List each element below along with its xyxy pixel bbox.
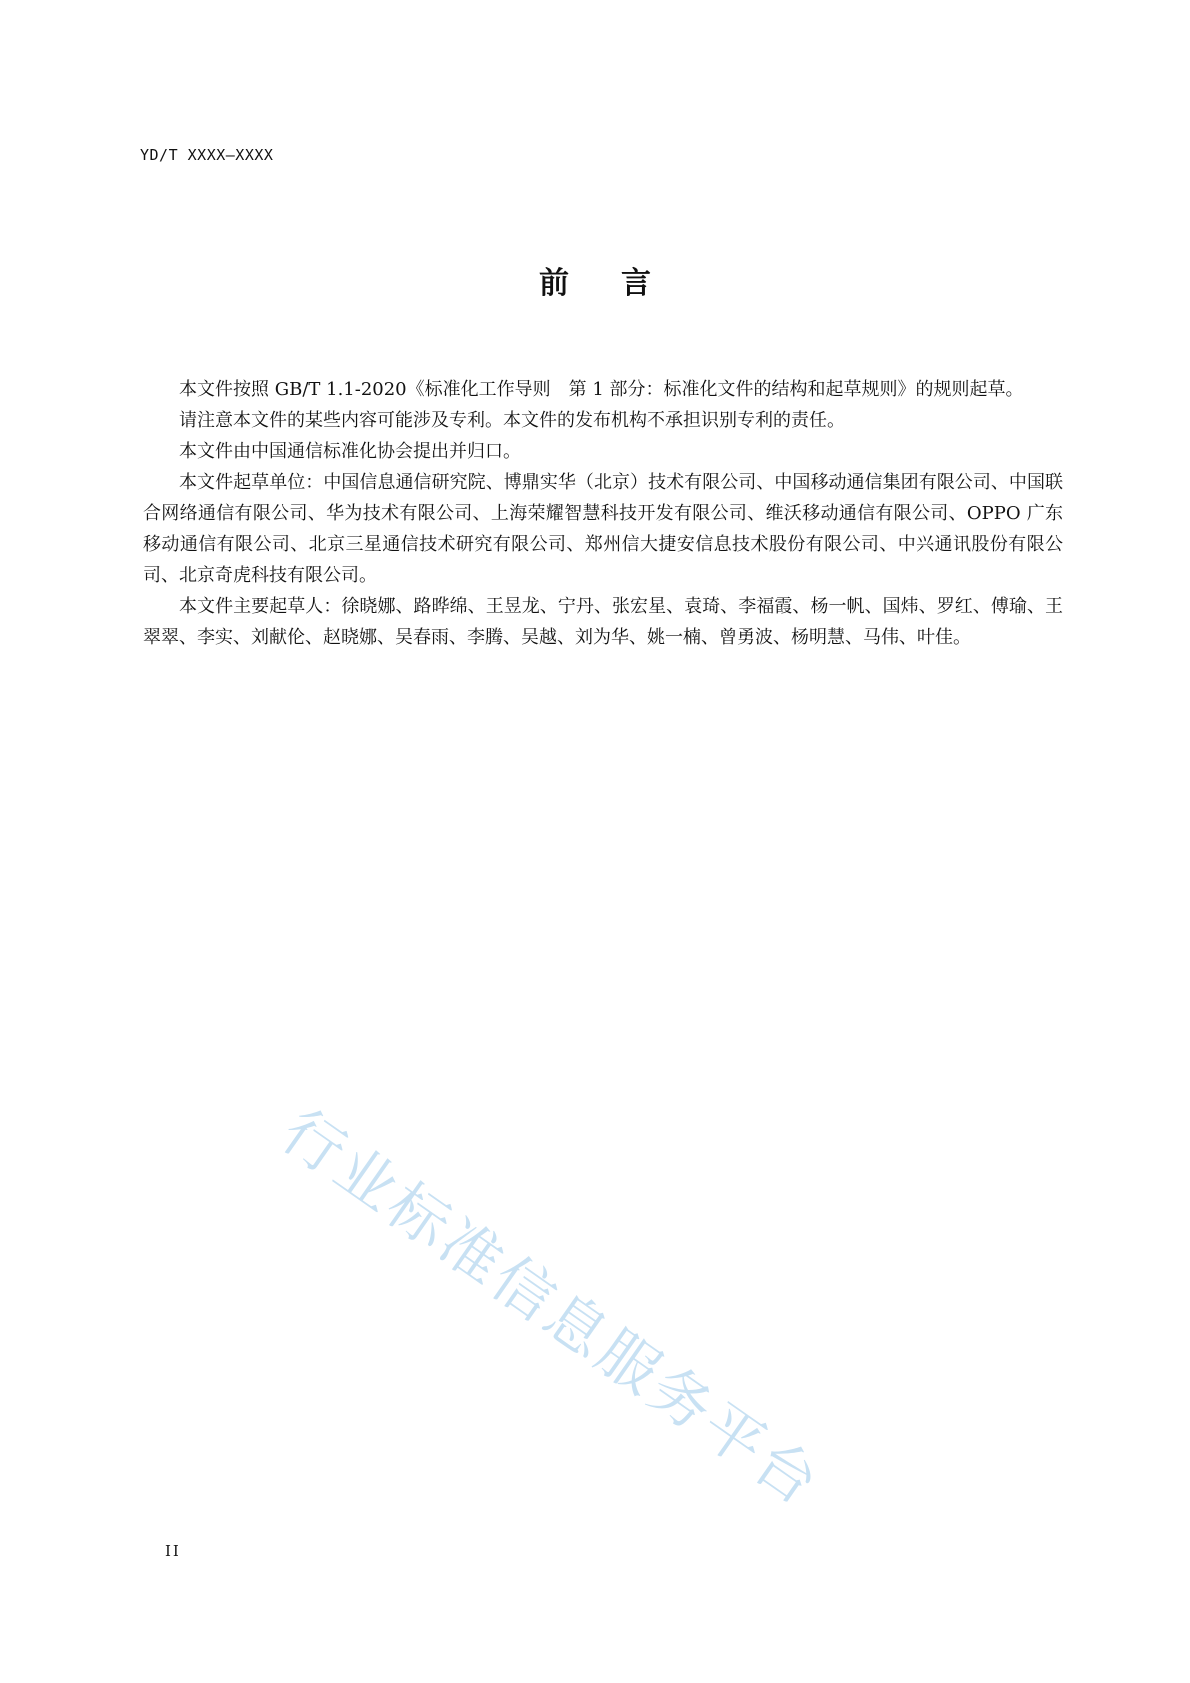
page-number: II: [165, 1542, 181, 1560]
watermark: 行业标准信息服务平台: [269, 1096, 834, 1521]
title-char-2: 言: [621, 266, 651, 301]
title-char-1: 前: [539, 266, 569, 301]
paragraph-drafters: 本文件主要起草人：徐晓娜、路晔绵、王昱龙、宁丹、张宏星、袁琦、李福霞、杨一帆、国炜、罗红、傅瑜、王翠翠、李实、刘献伦、赵晓娜、吴春雨、李腾、吴越、刘为华、姚一楠、曾勇波、杨明慧、马伟、叶佳。: [143, 596, 1063, 648]
paragraph-drafting-units: 本文件起草单位：中国信息通信研究院、博鼎实华（北京）技术有限公司、中国移动通信集团有限公司、中国联合网络通信有限公司、华为技术有限公司、上海荣耀智慧科技开发有限公司、维沃移动通信有限公司、OPPO 广东移动通信有限公司、北京三星通信技术研究有限公司、郑州信大捷安信息技术股份有限公司、中兴通讯股份有限公司、北京奇虎科技有限公司。: [143, 472, 1063, 586]
paragraph-proposer: 本文件由中国通信标准化协会提出并归口。: [179, 441, 521, 462]
paragraph-patent-notice: 请注意本文件的某些内容可能涉及专利。本文件的发布机构不承担识别专利的责任。: [179, 410, 845, 431]
foreword-body: [143, 374, 1063, 653]
standard-code: YD/T XXXX—XXXX: [140, 146, 274, 164]
page-title: [0, 264, 1190, 304]
paragraph-drafting-rules: 本文件按照 GB/T 1.1-2020《标准化工作导则 第 1 部分：标准化文件的结构和起草规则》的规则起草。: [179, 379, 1024, 400]
